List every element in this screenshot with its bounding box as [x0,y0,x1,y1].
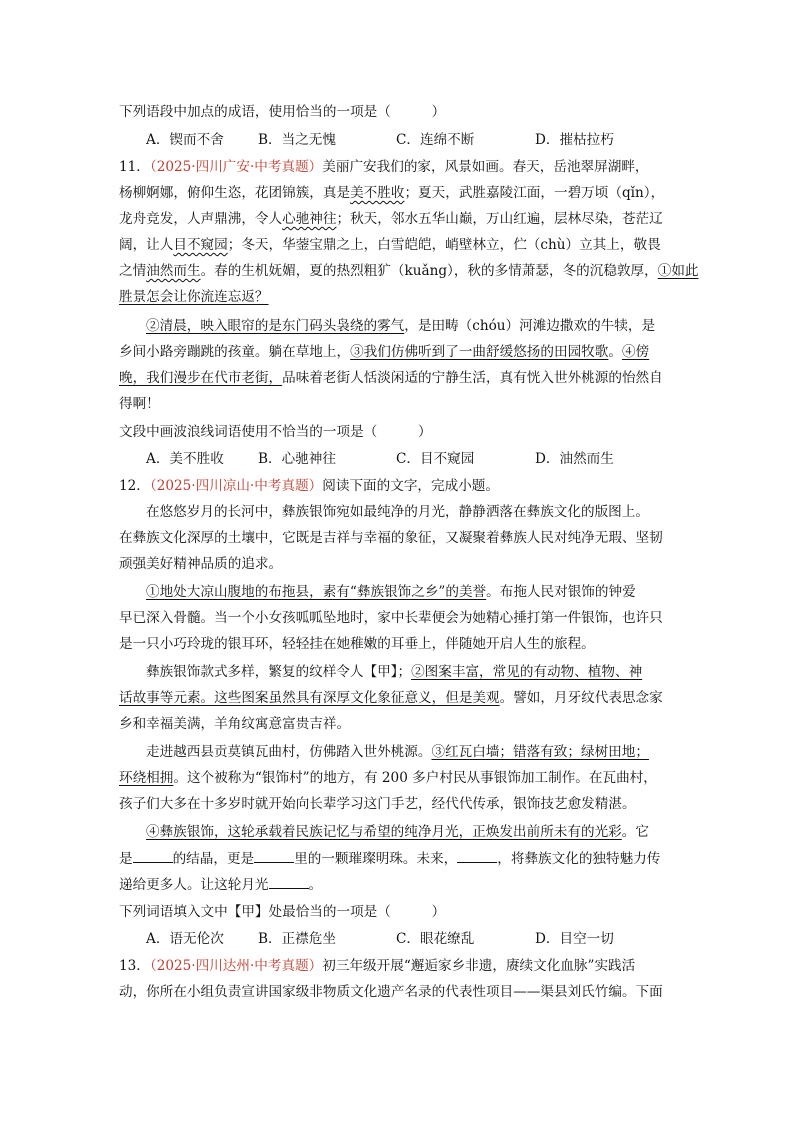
q12-option-b: B．正襟危坐 [258,931,336,947]
q12-stem: 下列词语填入文中【甲】处最恰当的一项是（ ） [119,904,446,920]
q11-option-b: B．心驰神往 [258,451,336,467]
underlined-sentence-2: ②清晨，映入眼帘的是东门码头袅绕的雾气 [146,318,405,334]
q11-p2-line-1: ②清晨，映入眼帘的是东门码头袅绕的雾气，是田畴（chóu）河滩边撒欢的牛犊，是 [146,318,656,334]
q12-line-1: 12．（2025·四川凉山·中考真题）阅读下面的文字，完成小题。 [119,478,499,494]
q12-p2-line-3: 是一只小巧玲珑的银耳环，轻轻挂在她稚嫩的耳垂上，伴随她开启人生的旅程。 [119,636,595,652]
underlined-sentence-8: ④彝族银饰，这轮承载着民族记忆与希望的纯净月光，正焕发出前所未有的光彩 [146,824,622,840]
q12-p1-line-2: 在彝族文化深厚的土壤中，它既是吉祥与幸福的象征，又凝聚着彝族人民对纯净无瑕、坚韧 [119,530,663,546]
q11-source: （2025·四川广安·中考真题） [149,159,323,175]
fill-blank-3[interactable] [457,848,497,863]
q12-p2-line-1: ①地处大凉山腹地的布拖县，素有“彝族银饰之乡”的美誉。布拖人民对银饰的钟爱 [146,584,636,600]
q13-line-1: 13．（2025·四川达州·中考真题）初三年级开展“邂逅家乡非遗，赓续文化血脉”实践活 [119,958,636,974]
q12-p4-line-2: 环绕相拥。这个被称为“银饰村”的地方，有 200 多户村民从事银饰加工制作。在瓦曲村， [119,770,657,786]
q11-p2-line-3: 晚，我们漫步在代市老街，品味着老街人恬淡闲适的宁静生活，真有恍入世外桃源的怡然自 [119,370,663,386]
q10-option-a: A．锲而不舍 [146,132,224,148]
q12-p2-line-2: 早已深入骨髓。当一个小女孩呱呱坠地时，家中长辈便会为她精心捶打第一件银饰，也许只 [119,610,663,626]
underlined-sentence-7: ③红瓦白墙；错落有致；绿树田地； [431,744,649,760]
fill-blank-4[interactable] [269,874,309,889]
fill-blank-1[interactable] [133,848,173,863]
underlined-sentence-3: ③我们仿佛听到了一曲舒缓悠扬的田园牧歌 [350,344,609,360]
q11-line-4: 阔，让人目不窥园；冬天，华蓥宝鼎之上，白雪皑皑，峭壁林立，伫（chù）立其上，敬畏 [119,237,661,253]
q12-option-a: A．语无伦次 [146,931,224,947]
q11-number: 11． [119,159,150,175]
q11-line-1: 11．（2025·四川广安·中考真题）美丽广安我们的家，风景如画。春天，岳池翠屏湖畔， [119,159,649,175]
q12-p5-line-1: ④彝族银饰，这轮承载着民族记忆与希望的纯净月光，正焕发出前所未有的光彩。它 [146,824,649,840]
q12-p3-line-1: 彝族银饰款式多样，繁复的纹样令人【甲】；②图案丰富，常见的有动物、植物、神 [146,664,643,680]
q12-p3-line-2: 话故事等元素。这些图案虽然具有深厚文化象征意义，但是美观。譬如，月牙纹代表思念家 [119,690,663,706]
q11-option-a: A．美不胜收 [146,451,224,467]
fill-blank-2[interactable] [254,848,294,863]
q11-stem: 文段中画波浪线词语使用不恰当的一项是（ ） [119,424,432,440]
underlined-sentence-6: ②图案丰富，常见的有动物、植物、神 [411,664,643,680]
q12-source: （2025·四川凉山·中考真题） [149,478,323,494]
wavy-word-2: 心驰神往 [282,211,337,227]
q12-number: 12． [119,478,150,494]
q11-line-3: 龙舟竞发，人声鼎沸，令人心驰神往；秋天，邻水五华山巅，万山红遍，层林尽染，苍茫辽 [119,211,663,227]
q11-option-c: C．目不窥园 [396,451,475,467]
q11-line-5: 之情油然而生。春的生机妩媚，夏的热烈粗犷（kuǎng），秋的多情萧瑟，冬的沉稳敦厚，①如此 [119,263,699,279]
wavy-word-1: 美不胜收 [350,185,405,201]
wavy-word-3: 目不窥园 [173,237,228,253]
q11-line-6 [119,287,269,307]
q11-line-2: 杨柳婀娜，俯仰生恣，花团锦簇，真是美不胜收；夏天，武胜嘉陵江面，一碧万顷（qǐn）， [119,185,665,201]
q10-option-d: D．摧枯拉朽 [535,132,614,148]
q11-p2-line-4: 得啊！ [119,396,160,412]
q12-p5-line-3: 递给更多人。让这轮月光 。 [119,874,322,895]
q12-p3-line-3: 乡和幸福美满，羊角纹寓意富贵吉祥。 [119,716,351,732]
q12-option-c: C．眼花缭乱 [396,931,475,947]
q12-p4-line-1: 走进越西县贡莫镇瓦曲村，仿佛踏入世外桃源。③红瓦白墙；错落有致；绿树田地； [146,744,649,760]
q12-p1-line-3: 顽强美好精神品质的追求。 [119,556,283,572]
q10-option-c: C．连绵不断 [396,132,475,148]
q11-option-d: D．油然而生 [535,451,614,467]
q13-line-2: 动，你所在小组负责宣讲国家级非物质文化遗产名录的代表性项目——渠县刘氏竹编。下面 [119,984,663,1000]
q10-option-b: B．当之无愧 [258,132,336,148]
q10-stem: 下列语段中加点的成语，使用恰当的一项是（ ） [119,104,446,120]
underlined-sentence-1: 胜景怎会让你流连忘返？ [119,289,269,305]
q13-source: （2025·四川达州·中考真题） [149,958,323,974]
underlined-sentence-4: 晚，我们漫步在代市老街， [119,370,283,386]
q12-p1-line-1: 在悠悠岁月的长河中，彝族银饰宛如最纯净的月光，静静洒落在彝族文化的版图上。 [146,504,649,520]
q11-p2-line-2: 乡间小路旁蹦跳的孩童。躺在草地上，③我们仿佛听到了一曲舒缓悠扬的田园牧歌。④傍 [119,344,650,360]
q12-p4-line-3: 孩子们大多在十多岁时就开始向长辈学习这门手艺，经代代传承，银饰技艺愈发精湛。 [119,796,636,812]
underlined-sentence-5: ①地处大凉山腹地的布拖县，素有“彝族银饰之乡”的美誉 [146,584,487,600]
q13-number: 13． [119,958,150,974]
wavy-word-4: 油然而生 [146,263,201,279]
q12-option-d: D．目空一切 [535,931,614,947]
q12-p5-line-2: 是 的结晶，更是 里的一颗璀璨明珠。未来， ，将彝族文化的独特魅力传 [119,848,660,869]
